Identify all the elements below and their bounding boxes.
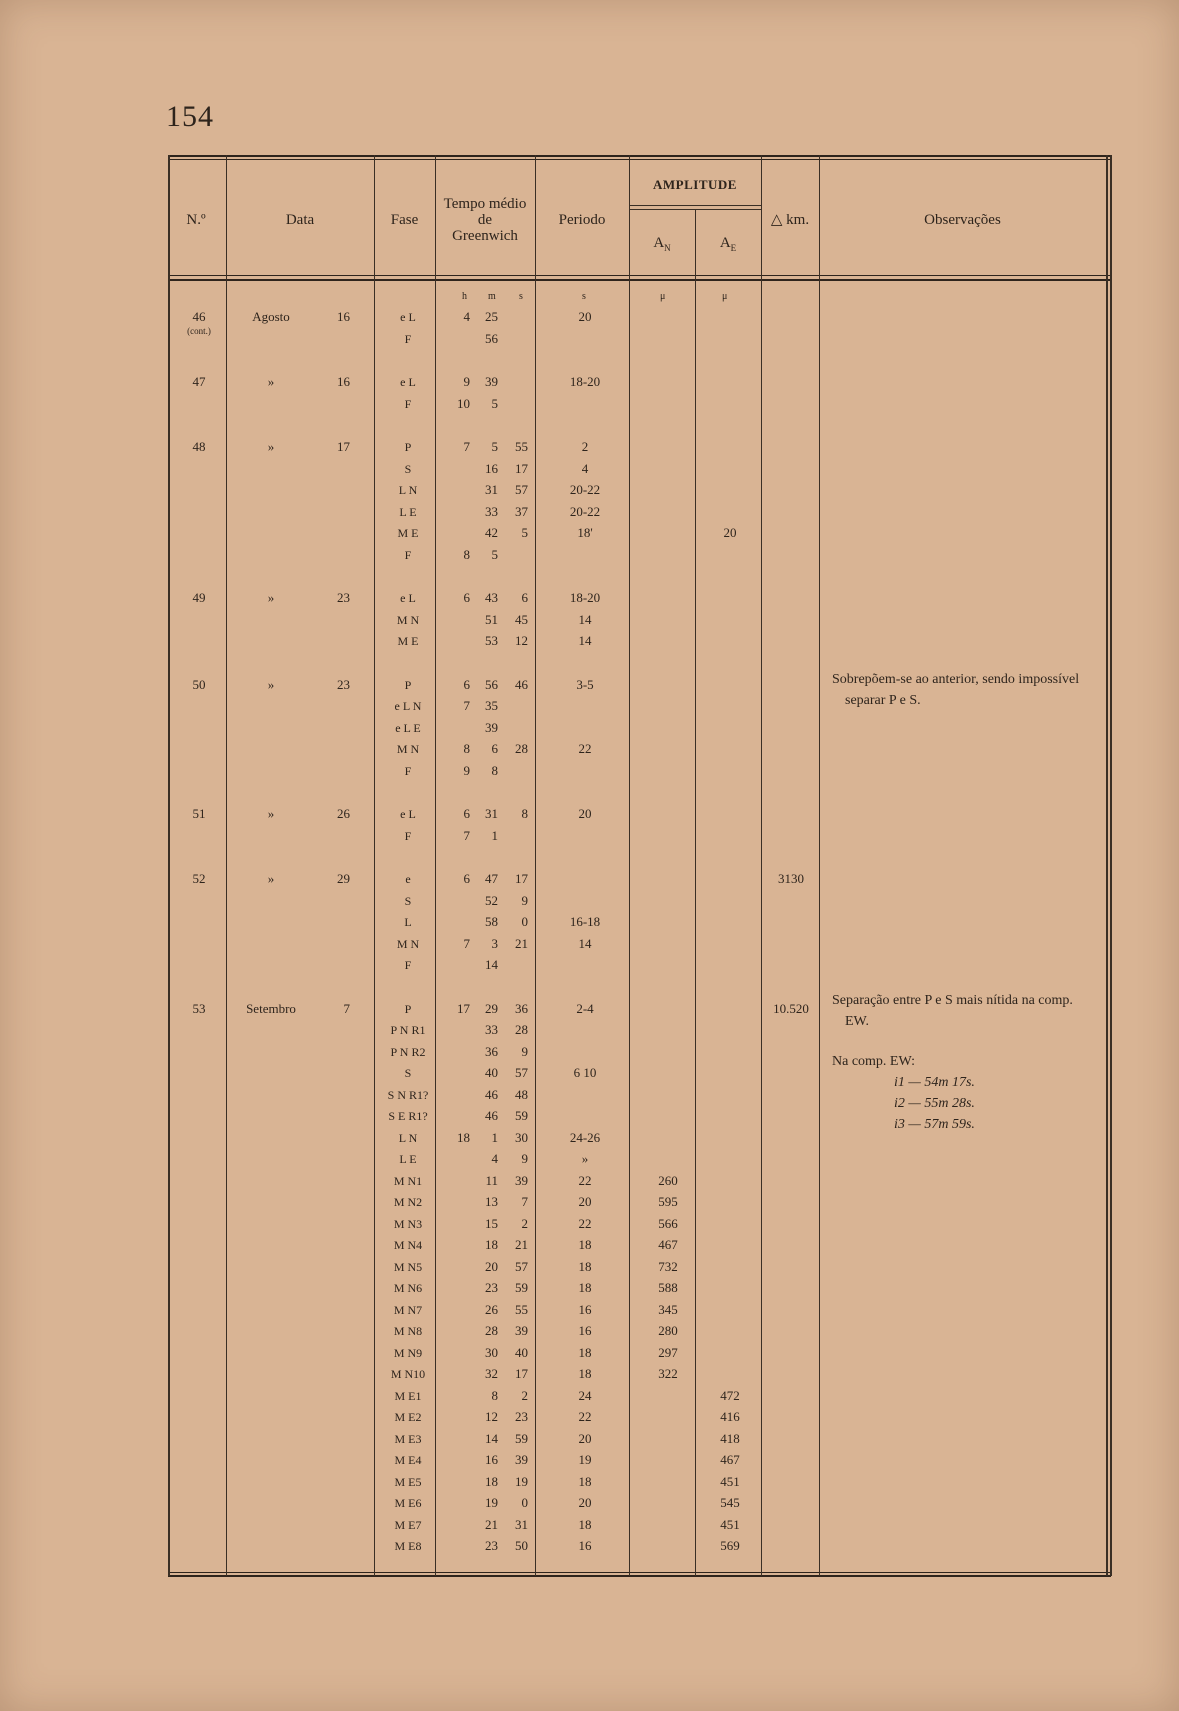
minute-cell: 31 (485, 806, 498, 821)
amplitude-e-cell: 416 (720, 1409, 740, 1424)
periodo-cell: 18 (578, 1237, 592, 1252)
observation-53-line2: EW. (845, 1014, 869, 1029)
distance-km-cell: 10.520 (773, 1000, 809, 1016)
minute-cell: 46 (485, 1086, 498, 1102)
unit-periodo: s (582, 291, 586, 302)
fase-cell: M N1 (393, 1173, 423, 1188)
header-an-letter: A (653, 235, 665, 251)
second-cell: 39 (515, 1172, 528, 1188)
minute-cell: 21 (485, 1516, 498, 1532)
observation-53-line1: Separação entre P e S mais nítida na comp. (832, 993, 1073, 1008)
periodo-cell: 18-20 (569, 374, 601, 389)
minute-cell: 26 (485, 1301, 498, 1317)
periodo-cell: 4 (581, 460, 589, 476)
header-ae (695, 235, 761, 256)
observation-53b-line1: Na comp. EW: (832, 1054, 916, 1069)
minute-cell: 1 (491, 1129, 498, 1145)
periodo-cell: 18 (578, 1344, 592, 1360)
minute-cell: 56 (485, 676, 498, 692)
minute-cell: 18 (485, 1473, 498, 1489)
minute-cell: 4 (491, 1151, 498, 1166)
amplitude-n-cell: 732 (658, 1258, 678, 1274)
minute-cell: 33 (485, 503, 498, 519)
header-amplitude: AMPLITUDE (653, 177, 737, 192)
hour-cell: 6 (463, 871, 470, 886)
amplitude-n-cell: 588 (658, 1280, 678, 1295)
distance-km-cell: 3130 (778, 871, 804, 886)
minute-cell: 8 (491, 762, 498, 778)
periodo-cell: 14 (578, 935, 592, 951)
second-cell: 39 (515, 1452, 528, 1467)
header-tempo (435, 196, 535, 244)
second-cell: 19 (515, 1473, 528, 1489)
minute-cell: 23 (485, 1280, 498, 1295)
entry-number: 48 (192, 439, 206, 454)
amplitude-n-cell: 280 (658, 1323, 678, 1338)
minute-cell: 28 (485, 1323, 498, 1338)
entry-number: 51 (192, 806, 206, 821)
fase-cell: S (404, 893, 412, 908)
second-cell: 55 (515, 439, 528, 454)
periodo-cell: 22 (578, 741, 592, 756)
minute-cell: 42 (485, 525, 498, 540)
minute-cell: 5 (491, 546, 498, 562)
fase-cell: M N10 (390, 1367, 426, 1381)
amplitude-n-cell: 297 (658, 1344, 678, 1360)
fase-cell: S (404, 1066, 412, 1080)
minute-cell: 13 (485, 1194, 498, 1209)
second-cell: 28 (515, 1022, 528, 1037)
second-cell: 57 (515, 1065, 528, 1080)
periodo-cell: » (581, 1151, 589, 1166)
observation-53b-line4: i3 — 57m 59s. (894, 1117, 975, 1132)
page-number: 154 (166, 100, 214, 133)
minute-cell: 6 (491, 741, 498, 756)
entry-day: 16 (337, 309, 350, 324)
second-cell: 6 (521, 590, 528, 605)
second-cell: 40 (515, 1344, 528, 1360)
entry-month: » (267, 374, 275, 389)
entry-day: 23 (337, 590, 350, 605)
fase-cell: M E (397, 634, 419, 648)
header-observacoes: Observações (924, 212, 1001, 228)
second-cell: 50 (515, 1538, 528, 1553)
second-cell: 37 (515, 503, 528, 519)
entry-day: 17 (337, 439, 350, 454)
minute-cell: 18 (485, 1237, 498, 1252)
fase-cell: e L (400, 807, 416, 821)
fase-cell: M E (397, 526, 419, 540)
second-cell: 28 (515, 741, 528, 756)
fase-cell: M N (396, 612, 420, 627)
periodo-cell: 2-4 (576, 1000, 594, 1016)
hour-cell: 17 (457, 1000, 470, 1016)
fase-cell: M N7 (393, 1302, 423, 1317)
fase-cell: M N8 (393, 1324, 423, 1338)
header-data: Data (285, 212, 315, 228)
minute-cell: 12 (485, 1409, 498, 1424)
second-cell: 59 (515, 1280, 528, 1295)
fase-cell: F (404, 331, 412, 346)
header-tempo-line1: Tempo médio (443, 196, 527, 212)
fase-cell: M E2 (394, 1410, 422, 1424)
unit-ae: μ (722, 291, 728, 302)
second-cell: 21 (515, 1237, 528, 1252)
minute-cell: 8 (491, 1387, 498, 1403)
hour-cell: 10 (457, 395, 470, 411)
periodo-cell: 16 (578, 1323, 592, 1338)
periodo-cell: 18 (578, 1473, 592, 1489)
hour-cell: 8 (463, 546, 470, 562)
fase-cell: L E (399, 1152, 417, 1166)
header-ae-letter: A (719, 235, 731, 251)
entry-day: 26 (337, 806, 350, 821)
periodo-cell: 20 (578, 806, 592, 821)
amplitude-n-cell: 345 (658, 1301, 678, 1317)
periodo-cell: 24 (578, 1387, 592, 1403)
periodo-cell: 16 (578, 1538, 592, 1553)
second-cell: 9 (521, 1043, 528, 1059)
periodo-cell: 19 (578, 1452, 592, 1467)
minute-cell: 39 (485, 374, 498, 389)
periodo-cell: 20 (578, 1430, 592, 1446)
amplitude-e-cell: 472 (720, 1387, 740, 1403)
minute-cell: 33 (485, 1022, 498, 1037)
fase-cell: L E (399, 504, 417, 519)
fase-cell: M E7 (394, 1517, 422, 1532)
fase-cell: M E5 (394, 1474, 422, 1489)
observation-53b-line2: i1 — 54m 17s. (894, 1075, 975, 1090)
entry-number: 49 (192, 590, 206, 605)
unit-s: s (519, 291, 523, 302)
periodo-cell: 20-22 (569, 482, 601, 497)
minute-cell: 14 (485, 957, 498, 972)
minute-cell: 3 (491, 935, 498, 951)
observation-53b (832, 1051, 975, 1135)
second-cell: 45 (515, 611, 528, 627)
fase-cell: e L (400, 591, 416, 605)
entry-day: 7 (343, 1000, 350, 1016)
second-cell: 57 (515, 1258, 528, 1274)
observation-50-line2: separar P e S. (845, 693, 921, 708)
second-cell: 17 (515, 460, 528, 476)
fase-cell: M N5 (393, 1259, 423, 1274)
fase-cell: F (404, 547, 412, 562)
minute-cell: 31 (485, 482, 498, 497)
minute-cell: 1 (491, 827, 498, 843)
entry-day: 29 (337, 871, 350, 886)
entry-note: (cont.) (187, 326, 211, 336)
minute-cell: 23 (485, 1538, 498, 1553)
minute-cell: 58 (485, 914, 498, 929)
header-an (629, 235, 695, 256)
second-cell: 9 (521, 1151, 528, 1166)
hour-cell: 7 (463, 698, 470, 713)
minute-cell: 25 (485, 309, 498, 324)
amplitude-e-cell: 569 (720, 1538, 740, 1553)
second-cell: 59 (515, 1108, 528, 1123)
second-cell: 21 (515, 935, 528, 951)
periodo-cell: 18' (577, 525, 593, 540)
minute-cell: 36 (485, 1043, 498, 1059)
periodo-cell: 18 (578, 1258, 592, 1274)
hour-cell: 6 (463, 590, 470, 605)
hour-cell: 7 (463, 935, 470, 951)
second-cell: 2 (521, 1387, 528, 1403)
header-fase: Fase (390, 212, 419, 228)
second-cell: 59 (515, 1430, 528, 1446)
amplitude-e-cell: 451 (720, 1473, 740, 1489)
second-cell: 31 (515, 1516, 528, 1532)
entry-month: Setembro (246, 1000, 296, 1016)
minute-cell: 19 (485, 1495, 498, 1510)
header-tempo-line3: Greenwich (452, 228, 518, 244)
entry-day: 16 (337, 374, 350, 389)
minute-cell: 46 (485, 1108, 498, 1123)
fase-cell: P N R2 (390, 1044, 426, 1059)
periodo-cell: 24-26 (569, 1129, 601, 1145)
periodo-cell: 20 (578, 1194, 592, 1209)
header-no: N.º (186, 212, 206, 228)
unit-an: μ (660, 291, 666, 302)
fase-cell: S E R1? (388, 1109, 428, 1123)
second-cell: 2 (521, 1215, 528, 1231)
minute-cell: 15 (485, 1215, 498, 1231)
entry-month: » (267, 871, 275, 886)
minute-cell: 56 (485, 330, 498, 346)
observation-53b-line3: i2 — 55m 28s. (894, 1096, 975, 1111)
second-cell: 48 (515, 1086, 528, 1102)
fase-cell: M N6 (393, 1281, 423, 1295)
minute-cell: 51 (485, 611, 498, 627)
second-cell: 0 (521, 914, 528, 929)
table-frame (168, 155, 1111, 1576)
second-cell: 39 (515, 1323, 528, 1338)
fase-cell: M E4 (394, 1453, 422, 1467)
amplitude-e-cell: 467 (720, 1452, 740, 1467)
entry-number: 50 (192, 676, 206, 692)
second-cell: 17 (515, 871, 528, 886)
fase-cell: e L N (394, 699, 422, 713)
second-cell: 30 (515, 1129, 528, 1145)
fase-cell: M N (396, 936, 420, 951)
fase-cell: F (404, 828, 412, 843)
minute-cell: 30 (485, 1344, 498, 1360)
entry-day: 23 (337, 676, 350, 692)
fase-cell: M N (396, 742, 420, 756)
observation-53 (832, 990, 1073, 1032)
fase-cell: e L (400, 310, 416, 324)
minute-cell: 40 (485, 1065, 498, 1080)
periodo-cell: 20 (578, 1495, 592, 1510)
minute-cell: 43 (485, 590, 498, 605)
periodo-cell: 20-22 (569, 503, 601, 519)
periodo-cell: 22 (578, 1215, 592, 1231)
fase-cell: M N9 (393, 1345, 423, 1360)
minute-cell: 14 (485, 1430, 498, 1446)
fase-cell: L N (398, 483, 418, 497)
fase-cell: M N4 (393, 1238, 423, 1252)
unit-m: m (488, 291, 496, 302)
fase-cell: L N (398, 1130, 418, 1145)
observation-50-line1: Sobrepõem-se ao anterior, sendo impossível (832, 672, 1080, 687)
minute-cell: 32 (485, 1366, 498, 1381)
second-cell: 12 (515, 633, 528, 648)
amplitude-n-cell: 322 (658, 1366, 678, 1381)
hour-cell: 9 (463, 762, 470, 778)
periodo-cell: 14 (578, 633, 592, 648)
amplitude-n-cell: 260 (658, 1172, 678, 1188)
second-cell: 55 (515, 1301, 528, 1317)
amplitude-n-cell: 566 (658, 1215, 678, 1231)
second-cell: 9 (521, 892, 528, 908)
amplitude-e-cell: 418 (720, 1430, 740, 1446)
second-cell: 5 (521, 525, 528, 540)
second-cell: 36 (515, 1000, 528, 1016)
fase-cell: e (405, 872, 411, 886)
header-tempo-line2: de (477, 212, 493, 228)
second-cell: 8 (521, 806, 528, 821)
observation-50 (832, 669, 1079, 711)
header-an-sub: N (664, 243, 671, 253)
header-ae-sub: E (730, 243, 737, 253)
fase-cell: e L E (395, 720, 421, 735)
hour-cell: 6 (463, 676, 470, 692)
fase-cell: S (404, 461, 412, 476)
unit-h: h (462, 291, 467, 302)
amplitude-n-cell: 595 (658, 1194, 678, 1209)
entry-number: 46 (192, 309, 206, 324)
fase-cell: L (404, 915, 412, 929)
fase-cell: P (404, 1001, 412, 1016)
fase-cell: M N2 (393, 1195, 423, 1209)
periodo-cell: 6 10 (573, 1065, 597, 1080)
hour-cell: 7 (463, 439, 470, 454)
fase-cell: F (404, 763, 412, 778)
minute-cell: 11 (485, 1172, 498, 1188)
amplitude-e-cell: 545 (720, 1495, 740, 1510)
minute-cell: 52 (485, 892, 498, 908)
fase-cell: S N R1? (387, 1087, 429, 1102)
fase-cell: F (404, 958, 412, 972)
periodo-cell: 3-5 (576, 676, 594, 692)
fase-cell: M E8 (394, 1539, 422, 1553)
fase-cell: M E6 (394, 1496, 422, 1510)
periodo-cell: 18-20 (569, 590, 601, 605)
periodo-cell: 2 (581, 439, 589, 454)
second-cell: 0 (521, 1495, 528, 1510)
entry-number: 53 (192, 1000, 206, 1016)
fase-cell: M E3 (394, 1431, 422, 1446)
minute-cell: 5 (491, 439, 498, 454)
periodo-cell: 22 (578, 1172, 592, 1188)
periodo-cell: 18 (578, 1516, 592, 1532)
fase-cell: P (404, 440, 412, 454)
periodo-cell: 22 (578, 1409, 592, 1424)
fase-cell: M E1 (394, 1388, 422, 1403)
minute-cell: 29 (485, 1000, 498, 1016)
minute-cell: 20 (485, 1258, 498, 1274)
fase-cell: M N3 (393, 1216, 423, 1231)
periodo-cell: 20 (578, 309, 592, 324)
entry-number: 52 (192, 871, 206, 886)
amplitude-n-cell: 467 (658, 1237, 678, 1252)
entry-month: » (267, 439, 275, 454)
second-cell: 46 (515, 676, 528, 692)
minute-cell: 35 (485, 698, 498, 713)
fase-cell: P (404, 677, 412, 692)
minute-cell: 16 (485, 460, 498, 476)
amplitude-e-cell: 451 (720, 1516, 740, 1532)
hour-cell: 18 (457, 1129, 470, 1145)
hour-cell: 4 (463, 309, 470, 324)
minute-cell: 53 (485, 633, 498, 648)
header-periodo: Periodo (558, 212, 606, 228)
second-cell: 57 (515, 482, 528, 497)
entry-number: 47 (192, 374, 206, 389)
hour-cell: 8 (463, 741, 470, 756)
hour-cell: 9 (463, 374, 470, 389)
second-cell: 17 (515, 1366, 528, 1381)
periodo-cell: 18 (578, 1280, 592, 1295)
entry-month: » (267, 590, 275, 605)
second-cell: 7 (521, 1194, 528, 1209)
minute-cell: 39 (485, 719, 498, 735)
entry-month: Agosto (252, 309, 290, 324)
hour-cell: 7 (463, 827, 470, 843)
periodo-cell: 16 (578, 1301, 592, 1317)
entry-month: » (267, 806, 275, 821)
minute-cell: 47 (485, 871, 498, 886)
amplitude-e-cell: 20 (723, 525, 737, 540)
periodo-cell: 14 (578, 611, 592, 627)
fase-cell: F (404, 396, 412, 411)
entry-month: » (267, 676, 275, 692)
hour-cell: 6 (463, 806, 470, 821)
periodo-cell: 18 (578, 1366, 592, 1381)
header-km: △ km. (770, 212, 810, 228)
minute-cell: 16 (485, 1452, 498, 1467)
fase-cell: e L (400, 375, 416, 389)
second-cell: 23 (515, 1409, 528, 1424)
minute-cell: 5 (491, 395, 498, 411)
periodo-cell: 16-18 (569, 914, 601, 929)
fase-cell: P N R1 (390, 1023, 426, 1037)
